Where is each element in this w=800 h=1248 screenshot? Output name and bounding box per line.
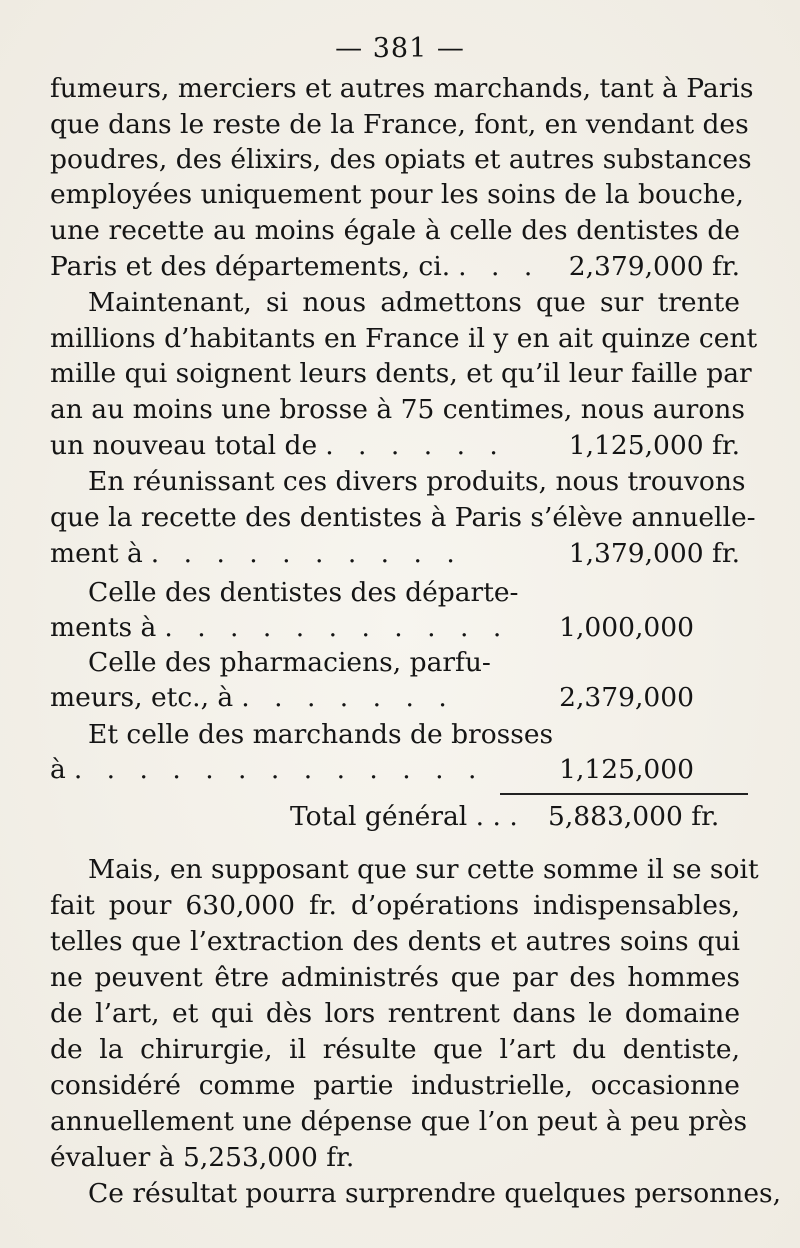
ledger-line [50, 611, 740, 645]
text-line: employées uniquement pour les soins de la bouche, [50, 179, 744, 210]
text-line: ne peuvent être administrés que par des hommes [50, 962, 740, 993]
leader-dots: . . . . . . . . . . . [164, 612, 510, 643]
text-line: une recette au moins égale à celle des dentistes de [50, 215, 740, 246]
ledger-text: un nouveau total de [50, 430, 318, 461]
ledger-amount: 1,125,000 [559, 754, 694, 785]
ledger-text: à [50, 754, 66, 785]
text-line: Mais, en supposant que sur cette somme il se soit [88, 854, 759, 885]
leader-dots: . . . . . . . . . . [150, 538, 463, 569]
text-line: Et celle des marchands de brosses [88, 719, 554, 750]
total-rule [500, 793, 748, 795]
text-line: évaluer à 5,253,000 fr. [50, 1142, 355, 1173]
text-line: fumeurs, merciers et autres marchands, tant à Paris [50, 73, 754, 104]
text-line: poudres, des élixirs, des opiats et autres substances [50, 144, 752, 175]
ledger-text: ments à [50, 612, 157, 643]
text-line: considéré comme partie industrielle, occasionne [50, 1070, 740, 1101]
ledger-amount: 1,125,000 fr. [568, 430, 740, 461]
ledger-line [50, 250, 740, 284]
page-number: — 381 — [335, 33, 465, 64]
text-line: que dans le reste de la France, font, en vendant des [50, 109, 749, 140]
ledger-line [50, 753, 740, 787]
text-line: Celle des pharmaciens, parfu- [88, 647, 491, 678]
text-line: de la chirurgie, il résulte que l’art du dentiste, [50, 1034, 740, 1065]
leader-dots: . . . . . . . [241, 682, 455, 713]
ledger-line [50, 681, 740, 715]
text-line: Celle des dentistes des départe- [88, 577, 519, 608]
ledger-amount: 1,379,000 fr. [568, 538, 740, 569]
total-label: Total général . . . [290, 801, 518, 832]
ledger-text: Paris et des départements, ci. [50, 251, 451, 282]
text-line: que la recette des dentistes à Paris s’élève annuelle- [50, 502, 756, 533]
ledger-line [50, 537, 740, 571]
text-line: annuellement une dépense que l’on peut à peu près [50, 1106, 748, 1137]
total-amount: 5,883,000 fr. [548, 801, 720, 832]
text-line: mille qui soignent leurs dents, et qu’il leur faille par [50, 358, 752, 389]
ledger-amount: 2,379,000 [559, 682, 694, 713]
text-line: Ce résultat pourra surprendre quelques personnes, [88, 1178, 782, 1209]
leader-dots: . . . . . . [325, 430, 506, 461]
ledger-text: ment à [50, 538, 143, 569]
ledger-amount: 1,000,000 [559, 612, 694, 643]
ledger-text: meurs, etc., à [50, 682, 234, 713]
text-line: fait pour 630,000 fr. d’opérations indispensables, [50, 890, 740, 921]
leader-dots: . . . . . . . . . . . . . [73, 754, 485, 785]
text-line: de l’art, et qui dès lors rentrent dans le domaine [50, 998, 740, 1029]
text-line: telles que l’extraction des dents et autres soins qui [50, 926, 740, 957]
text-line: En réunissant ces divers produits, nous trouvons [88, 466, 746, 497]
text-line: an au moins une brosse à 75 centimes, nous aurons [50, 394, 745, 425]
text-line: Maintenant, si nous admettons que sur trente [88, 287, 740, 318]
ledger-amount: 2,379,000 fr. [568, 251, 740, 282]
text-line: millions d’habitants en France il y en ait quinze cent [50, 323, 758, 354]
leader-dots: . . . [458, 251, 541, 282]
ledger-line [50, 429, 740, 463]
